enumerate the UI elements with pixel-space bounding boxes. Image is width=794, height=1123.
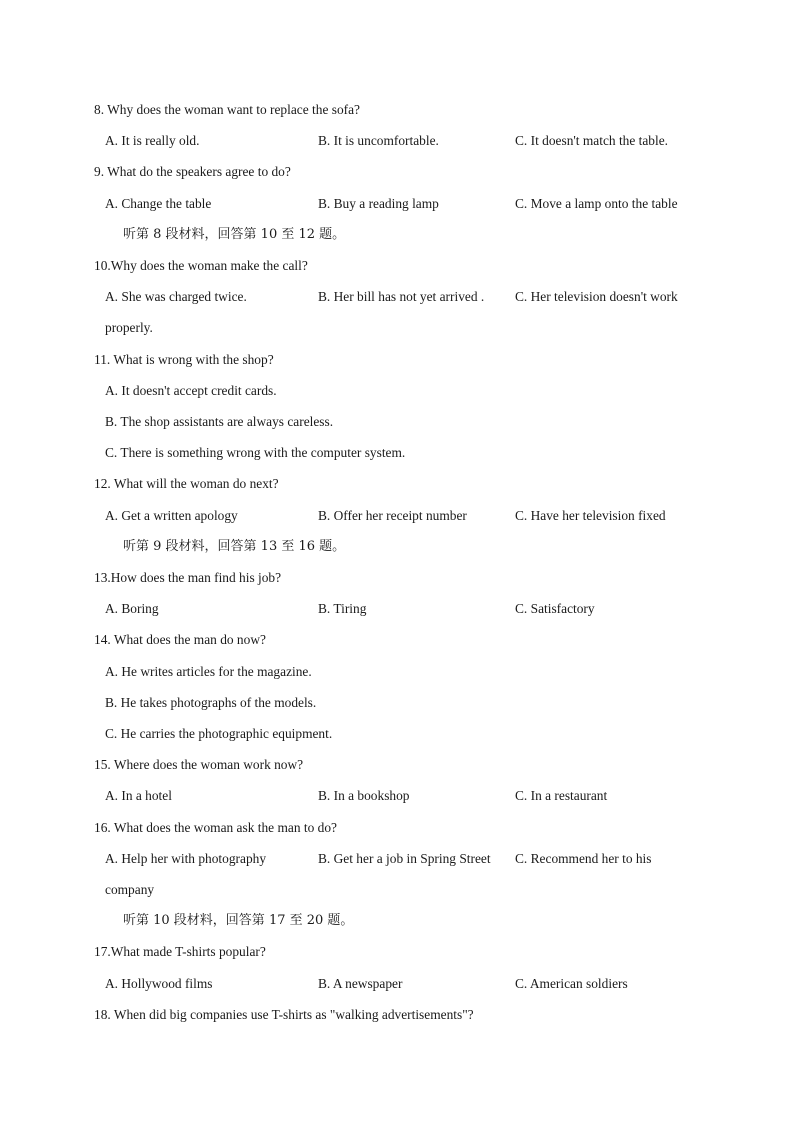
section-instruction: 听第 10 段材料，回答第 17 至 20 题。 xyxy=(123,913,354,929)
option-b: B. Offer her receipt number xyxy=(318,507,467,523)
question-text: 17.What made T-shirts popular? xyxy=(94,944,266,960)
option-a: A. Hollywood films xyxy=(105,975,213,991)
text-line xyxy=(0,412,794,432)
option-c: C. Recommend her to his xyxy=(515,850,652,866)
text-line xyxy=(0,724,794,744)
text-line xyxy=(0,537,794,557)
text-line xyxy=(0,225,794,245)
option-c: C. Her television doesn't work xyxy=(515,289,678,305)
text-line xyxy=(0,474,794,494)
option-b: B. A newspaper xyxy=(318,975,403,991)
option-a: A. Get a written apology xyxy=(105,507,238,523)
text-line xyxy=(0,942,794,962)
text-line xyxy=(0,350,794,370)
text-line xyxy=(0,630,794,650)
question-text: 8. Why does the woman want to replace the sofa? xyxy=(94,102,360,117)
question-text: 15. Where does the woman work now? xyxy=(94,757,304,773)
option-b: B. Buy a reading lamp xyxy=(318,195,439,211)
option-b: B. Get her a job in Spring Street xyxy=(318,850,491,866)
option-c: C. Have her television fixed xyxy=(515,507,666,523)
question-text: 13.How does the man find his job? xyxy=(94,570,282,585)
option-c: C. Satisfactory xyxy=(515,601,595,617)
option-text: A. He writes articles for the magazine. xyxy=(105,663,312,679)
option-a: A. Help her with photography xyxy=(105,850,267,866)
option-a: A. It is really old. xyxy=(105,133,200,149)
text-line xyxy=(0,880,794,900)
text-line xyxy=(0,755,794,775)
option-a: A. In a hotel xyxy=(105,788,172,804)
section-instruction: 听第 9 段材料，回答第 13 至 16 题。 xyxy=(123,538,346,554)
option-b: B. Tiring xyxy=(318,601,367,617)
question-text: 12. What will the woman do next? xyxy=(94,476,279,492)
option-c: C. It doesn't match the table. xyxy=(515,133,669,149)
option-text: C. He carries the photographic equipment. xyxy=(105,726,333,741)
text-line xyxy=(0,318,794,338)
question-text: 9. What do the speakers agree to do? xyxy=(94,164,291,180)
text-line xyxy=(0,1005,794,1025)
option-a: A. Boring xyxy=(105,601,159,617)
text-line xyxy=(0,599,794,619)
option-c: C. American soldiers xyxy=(515,975,628,991)
option-c: C. In a restaurant xyxy=(515,788,608,804)
text-line xyxy=(0,693,794,713)
text-line xyxy=(0,786,794,806)
text-line xyxy=(0,662,794,682)
text-line xyxy=(0,974,794,994)
text-line xyxy=(0,100,794,120)
text-line xyxy=(0,568,794,588)
option-b: B. Her bill has not yet arrived . xyxy=(318,289,485,305)
option-continuation: properly. xyxy=(105,320,153,336)
option-text: B. The shop assistants are always careless. xyxy=(105,414,334,429)
option-b: B. It is uncomfortable. xyxy=(318,133,439,149)
text-line xyxy=(0,381,794,401)
text-line xyxy=(0,162,794,182)
question-text: 14. What does the man do now? xyxy=(94,632,266,648)
option-b: B. In a bookshop xyxy=(318,788,410,804)
option-a: A. She was charged twice. xyxy=(105,289,247,305)
option-continuation: company xyxy=(105,882,155,897)
option-text: A. It doesn't accept credit cards. xyxy=(105,382,277,398)
question-text: 18. When did big companies use T-shirts as "walking advertisements"? xyxy=(94,1006,474,1022)
text-line xyxy=(0,911,794,931)
question-text: 10.Why does the woman make the call? xyxy=(94,258,308,273)
text-line xyxy=(0,443,794,463)
section-instruction: 听第 8 段材料，回答第 10 至 12 题。 xyxy=(123,226,346,242)
option-text: C. There is something wrong with the computer system. xyxy=(105,445,406,461)
text-line xyxy=(0,131,794,151)
option-a: A. Change the table xyxy=(105,195,212,211)
option-text: B. He takes photographs of the models. xyxy=(105,694,317,710)
option-c: C. Move a lamp onto the table xyxy=(515,195,678,211)
text-line xyxy=(0,506,794,526)
question-text: 16. What does the woman ask the man to do? xyxy=(94,819,337,835)
text-line xyxy=(0,818,794,838)
text-line xyxy=(0,849,794,869)
text-line xyxy=(0,256,794,276)
text-line xyxy=(0,287,794,307)
text-line xyxy=(0,194,794,214)
question-text: 11. What is wrong with the shop? xyxy=(94,351,274,367)
